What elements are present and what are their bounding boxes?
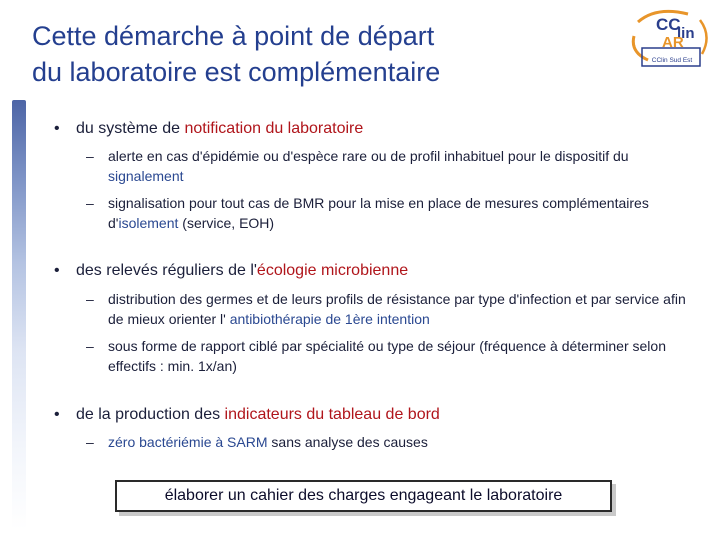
sub-text-part: (service, EOH): [178, 215, 275, 231]
title-line-1: Cette démarche à point de départ: [32, 21, 435, 51]
bullet-1-highlight: notification du laboratoire: [184, 120, 364, 137]
sub-dash: –: [86, 195, 94, 211]
title-line-2: du laboratoire est complémentaire: [32, 57, 441, 87]
sub-text-part: distribution des germes et de leurs profils de résistance par type d'infection et par service afin de mieux orienter l': [108, 291, 686, 327]
callout-box: élaborer un cahier des charges engageant le laboratoire: [115, 480, 612, 512]
bullet-1: [54, 119, 363, 139]
bullet-marker: •: [54, 120, 60, 137]
sub-text: [86, 289, 691, 329]
sub-text-part: sans analyse des causes: [267, 434, 428, 450]
bullet-2-prefix: des relevés réguliers de l': [76, 262, 257, 279]
sub-text: [86, 146, 691, 186]
bullet-marker: •: [54, 406, 60, 423]
sub-text-part: alerte en cas d'épidémie ou d'espèce rare ou de profil inhabituel pour le dispositif du: [108, 148, 629, 164]
bullet-3: [54, 405, 440, 425]
slide-title: [32, 18, 592, 90]
sub-text-part: signalisation pour tout cas de BMR pour la mise en place de mesures complémentaires d': [108, 195, 649, 231]
sub-bullet-3-1: [86, 432, 691, 452]
sub-bullet-2-2: [86, 336, 691, 376]
sub-text-highlight: zéro bactériémie à SARM: [108, 434, 268, 450]
logo-text-top: CC: [656, 15, 681, 34]
sub-dash: –: [86, 291, 94, 307]
sub-dash: –: [86, 338, 94, 354]
sub-text-highlight: signalement: [108, 168, 184, 184]
bullet-2: [54, 261, 408, 281]
sub-bullet-2-1: [86, 289, 691, 329]
sub-text-highlight: isolement: [118, 215, 179, 231]
logo-swoosh-right: [700, 20, 707, 54]
sub-bullet-1-1: [86, 146, 691, 186]
sub-text-part: sous forme de rapport ciblé par spécialité ou type de séjour (fréquence à déterminer selon effectifs : min. 1x/an): [108, 338, 666, 374]
logo-caption: CClin Sud Est: [651, 57, 693, 64]
logo-text-bottom: AR: [662, 34, 684, 51]
sub-dash: –: [86, 148, 94, 164]
sub-text: [86, 193, 691, 233]
bullet-marker: •: [54, 262, 60, 279]
bullet-1-prefix: du système de: [76, 120, 185, 137]
sub-text-highlight: antibiothérapie de 1ère intention: [229, 311, 430, 327]
sub-dash: –: [86, 434, 94, 450]
bullet-3-highlight: indicateurs du tableau de bord: [224, 406, 440, 423]
bullet-3-prefix: de la production des: [76, 406, 225, 423]
bullet-2-highlight: écologie microbienne: [256, 262, 409, 279]
side-gradient-bar: [12, 100, 26, 530]
sub-text: [86, 432, 691, 452]
sub-text: [86, 336, 691, 376]
logo-text-middle: lin: [677, 25, 695, 42]
sub-bullet-1-2: [86, 193, 691, 233]
